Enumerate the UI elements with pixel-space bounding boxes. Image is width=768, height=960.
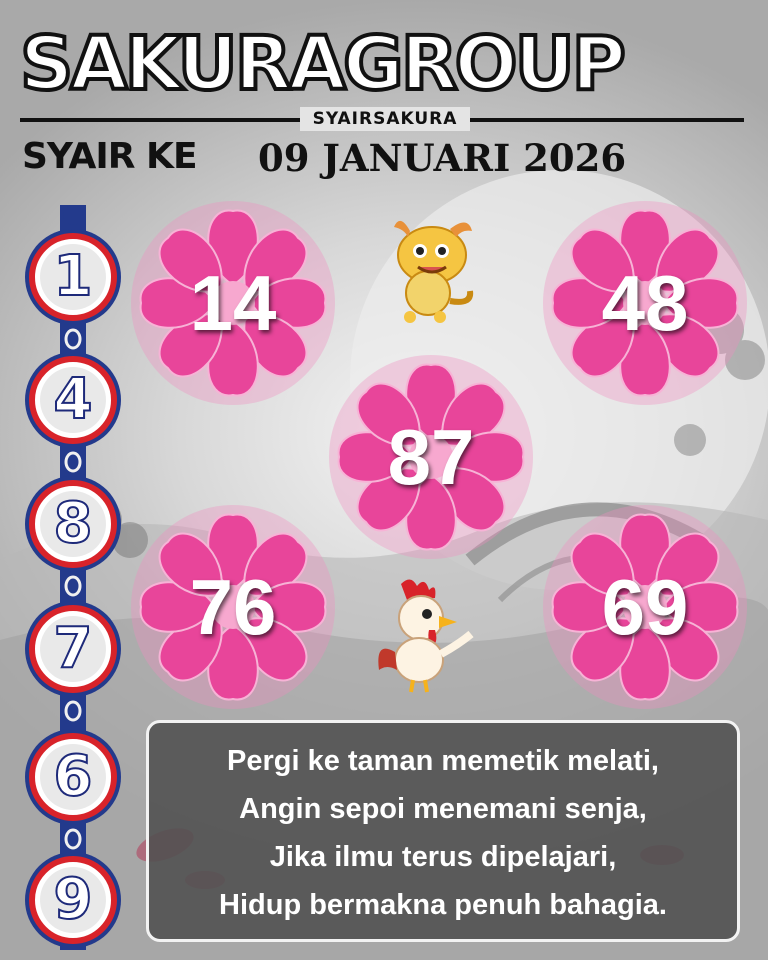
side-digit-3: 8 [53,491,93,556]
flower-number-text: 69 [601,563,689,651]
side-digit-4: 7 [53,616,93,681]
poem-line-3: Jika ilmu terus dipelajari, [269,841,617,873]
date-label: 09 JANUARI 2026 [258,136,627,180]
flower-number-text: 48 [601,259,689,347]
flower-number-text: 87 [387,413,475,501]
flower-number-4 [128,502,338,712]
poem-line-2: Angin sepoi menemani senja, [239,793,647,825]
side-digit-5: 6 [53,744,93,809]
rooster-icon [373,574,483,696]
flower-number-2 [540,198,750,408]
poem-line-1: Pergi ke taman memetik melati, [227,745,659,777]
syair-label: SYAIR KE [22,136,197,177]
brand-title: SAKURAGROUP [20,21,623,107]
side-digit-6: 9 [53,867,93,932]
flower-number-5 [540,502,750,712]
poem-box [146,720,740,942]
flower-number-text: 76 [189,563,277,651]
flower-number-text: 14 [189,259,277,347]
flower-number-1 [128,198,338,408]
side-digit-2: 4 [53,367,93,432]
brand-subtitle: SYAIRSAKURA [300,107,470,131]
poem-line-4: Hidup bermakna penuh bahagia. [219,889,667,921]
flower-number-3 [326,352,536,562]
side-digit-1: 1 [53,244,93,309]
dragon-icon [380,205,480,323]
